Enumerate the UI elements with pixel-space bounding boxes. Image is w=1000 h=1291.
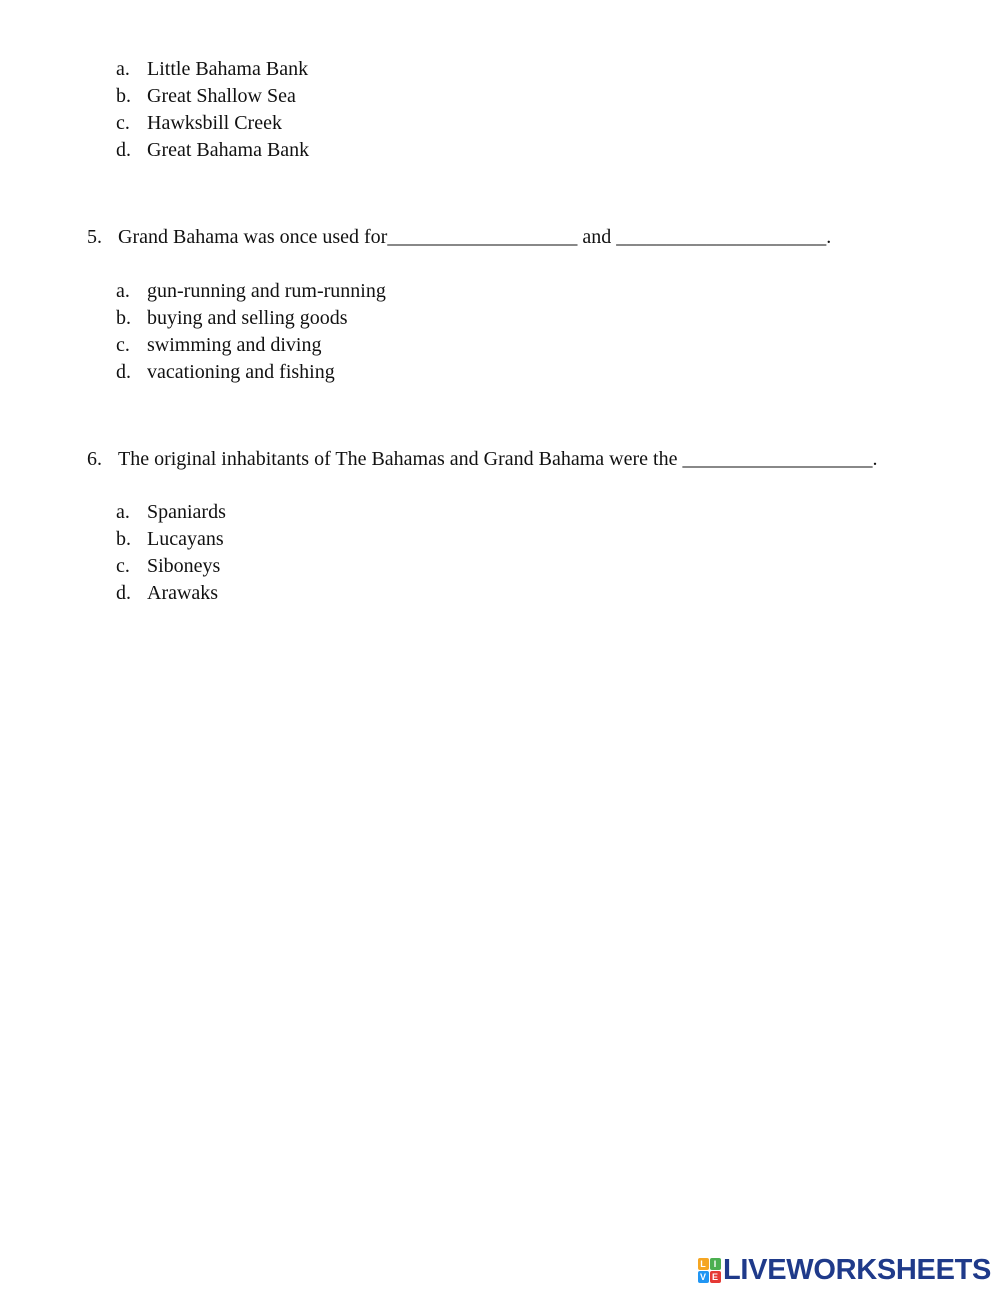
option-text: Lucayans [147,528,224,550]
option-text: Arawaks [147,582,219,604]
logo-block-l: L [698,1258,709,1270]
option-letter: a. [116,501,130,523]
question-text: The original inhabitants of The Bahamas and Grand Bahama were the ___________________. [118,448,878,470]
option-letter: d. [116,361,131,383]
option-letter: a. [116,280,130,302]
logo-block-v: V [698,1271,709,1283]
option-text: Hawksbill Creek [147,112,282,134]
option-letter: b. [116,85,131,107]
option-text: Little Bahama Bank [147,58,309,80]
live-blocks-icon [697,1257,721,1283]
logo-block-i: I [710,1258,721,1270]
option-text: swimming and diving [147,334,322,356]
question-text: Grand Bahama was once used for___________________ and _____________________. [118,226,832,248]
option-letter: b. [116,307,131,329]
logo-wordmark: LIVEWORKSHEETS [723,1254,992,1286]
option-text: Spaniards [147,501,226,523]
option-letter: c. [116,112,130,134]
option-letter: c. [116,334,130,356]
option-text: buying and selling goods [147,307,348,329]
option-text: gun-running and rum-running [147,280,386,302]
option-letter: d. [116,582,131,604]
liveworksheets-logo [697,1254,992,1286]
logo-block-e: E [710,1271,721,1283]
option-text: Great Bahama Bank [147,139,310,161]
option-text: Great Shallow Sea [147,85,296,107]
option-text: Siboneys [147,555,221,577]
option-letter: c. [116,555,130,577]
option-letter: a. [116,58,130,80]
option-letter: d. [116,139,131,161]
question-number: 5. [87,226,102,248]
option-letter: b. [116,528,131,550]
option-text: vacationing and fishing [147,361,335,383]
question-number: 6. [87,448,102,470]
